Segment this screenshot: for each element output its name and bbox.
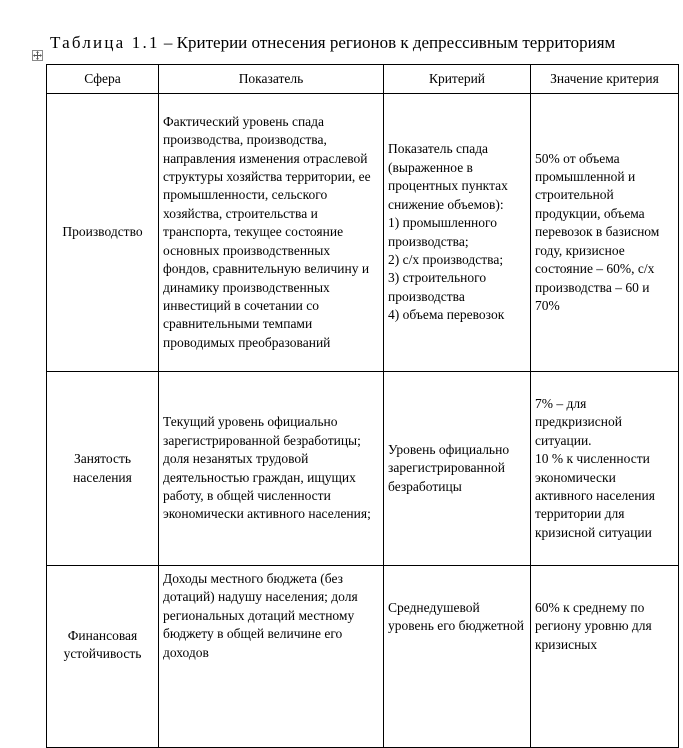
table-caption [50,32,615,54]
table-row [47,94,679,372]
header-indicator: Показатель [159,65,384,94]
cell-indicator: Текущий уровень официально зарегистрированной безработицы; доля незанятых трудовой деятельностью граждан, ищущих работу, в общей численности экономически активного населения; [159,372,384,566]
cell-criterion-value: 50% от объема промышленной и строительной продукции, объема перевозок в базисном году, кризисное состояние – 60%, с/х производства – 60 и 70% [531,94,679,372]
header-criterion: Критерий [384,65,531,94]
cell-criterion: Показатель спада (выраженное в процентных пунктах снижение объемов): 1) промышленного производства; 2) с/х производства; 3) строительного производства 4) объема перевозок [384,94,531,372]
table-row [47,566,679,748]
cell-criterion-value: 60% к среднему по региону уровню для кризисных [531,566,679,748]
table-move-handle-icon[interactable] [32,50,43,61]
table-caption-number: Таблица 1.1 [50,33,160,52]
cell-criterion: Среднедушевой уровень его бюджетной [384,566,531,748]
cell-sphere: Занятость населения [47,372,159,566]
cell-sphere: Финансовая устойчивость [47,566,159,748]
cell-criterion: Уровень официально зарегистрированной безработицы [384,372,531,566]
header-criterion-value: Значение критерия [531,65,679,94]
criteria-table [46,64,679,748]
cell-indicator: Доходы местного бюджета (без дотаций) надушу населения; доля региональных дотаций местному бюджету в общей величине его доходов [159,566,384,748]
table-header-row [47,65,679,94]
cell-criterion-value: 7% – для предкризисной ситуации. 10 % к численности экономически активного населения территории для кризисной ситуации [531,372,679,566]
cell-indicator: Фактический уровень спада производства, производства, направления изменения отраслевой структуры хозяйства территории, ее промышленности, сельского хозяйства, строительства и транспорта, текущее состояние основных производственных фондов, сравнительную величину и динамику производственных инвестиций в сочетании со сравнительными темпами проводимых преобразований [159,94,384,372]
table-caption-title: – Критерии отнесения регионов к депрессивным территориям [163,33,616,52]
table-row [47,372,679,566]
cell-sphere: Производство [47,94,159,372]
header-sphere: Сфера [47,65,159,94]
